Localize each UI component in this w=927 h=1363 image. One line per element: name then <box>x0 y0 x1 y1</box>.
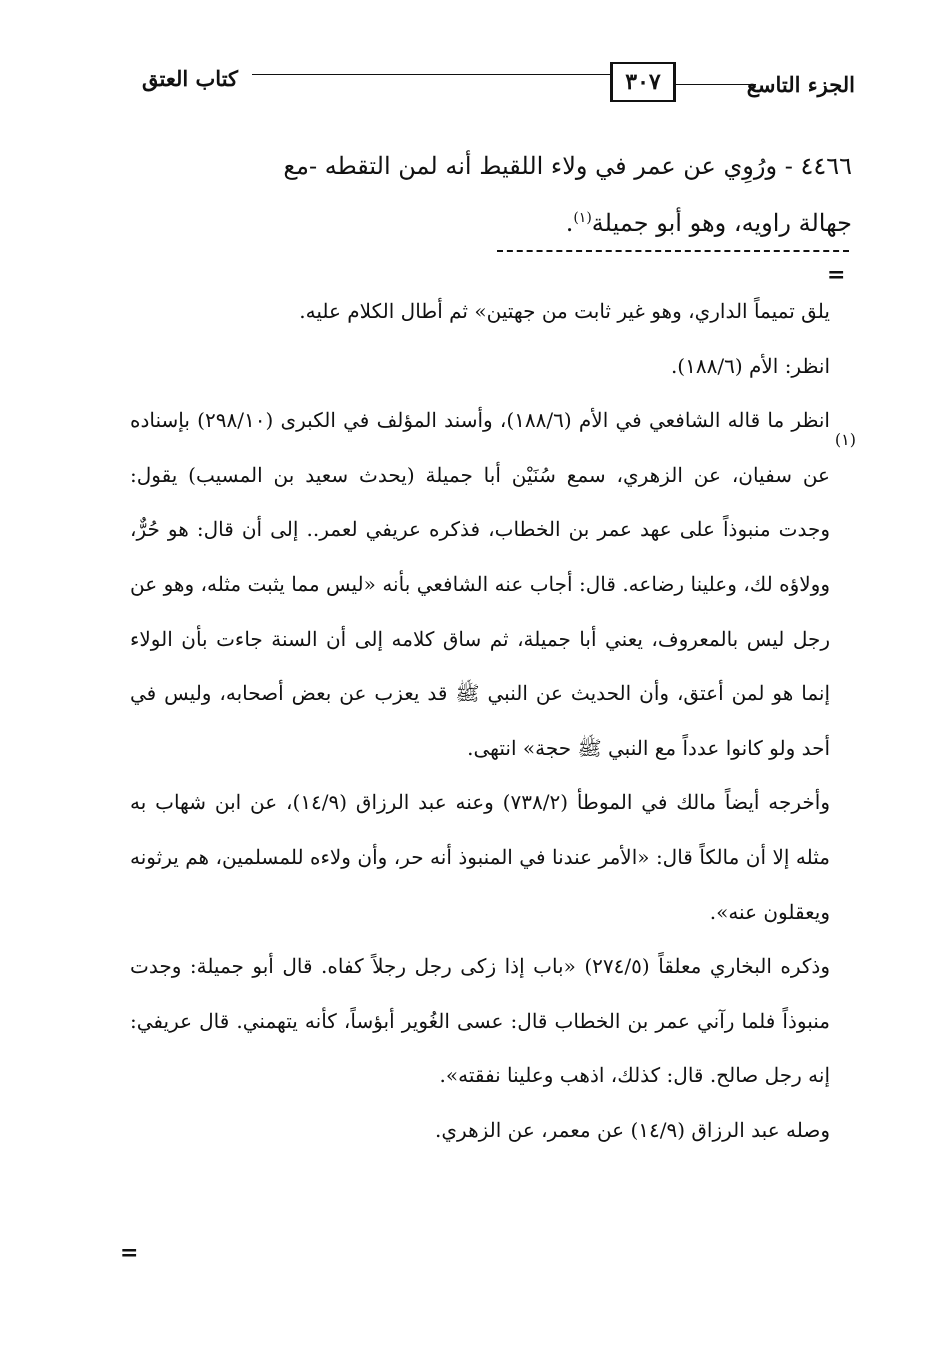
footnote-1-para-1 <box>130 393 856 775</box>
main-text-line1: - ورُوِي عن عمر في ولاء اللقيط أنه لمن التقطه -مع <box>283 152 793 180</box>
hadith-number: ٤٤٦٦ <box>800 152 852 180</box>
footnote-1-para-2: وأخرجه أيضاً مالك في الموطأ (٧٣٨/٢) وعنه عبد الرزاق (١٤/٩)، عن ابن شهاب به مثله إلا أن مالكاً قال: «الأمر عندنا في المنبوذ أنه حر، وأن ولاءه للمسلمين، هم يرثونه ويعقلون عنه». <box>130 790 830 924</box>
page-number-box <box>610 62 676 102</box>
footnote-1-marker: (١) <box>834 430 856 450</box>
header-rule-left <box>252 74 612 75</box>
footnote-continuation-1: يلق تميماً الداري، وهو غير ثابت من جهتين» ثم أطال الكلام عليه. <box>299 299 830 323</box>
footnote-continuation-2: انظر: الأم (١٨٨/٦). <box>670 353 830 378</box>
running-header <box>140 62 855 106</box>
footnote-1-text-1: انظر ما قاله الشافعي في الأم (١٨٨/٦)، وأسند المؤلف في الكبرى (٢٩٨/١٠) بإسناده عن سفيان، عن الزهري، سمع سُنَيْن أبا جميلة (يحدث سعيد بن المسيب) يقول: وجدت منبوذاً على عهد عمر بن الخطاب، فذكره عريفي لعمر.. إلى أن قال: هو حُرٌّ، وولاؤه لك، وعلينا رضاعه. قال: أجاب عنه الشافعي بأنه «ليس مما يثبت مثله، وهو عن رجل ليس بالمعروف، يعني أبا جميلة، ثم ساق كلامه إلى أن السنة جاءت بأن الولاء إنما هو لمن أعتق، وأن الحديث عن النبي ﷺ قد يعزب عن بعض أصحابه، وليس في أحد ولو كانوا عدداً مع النبي ﷺ حجة» انتهى. <box>130 408 830 760</box>
book-title: كتاب العتق <box>142 66 239 91</box>
main-line-1 <box>140 138 852 195</box>
footnote-ref: (١) <box>573 210 592 226</box>
continuation-mark-bottom: = <box>120 1240 139 1266</box>
part-label: الجزء التاسع <box>746 72 855 97</box>
page-number: ٣٠٧ <box>625 69 661 95</box>
main-line-2 <box>140 195 852 252</box>
header-rule-right <box>676 84 756 85</box>
main-text <box>140 138 852 252</box>
main-text-end: . <box>565 209 574 237</box>
footnote-divider <box>497 250 849 252</box>
continuation-mark-top: = <box>827 262 846 288</box>
footnote-1-para-3: وذكره البخاري معلقاً (٢٧٤/٥) «باب إذا زكى رجل رجلاً كفاه. قال أبو جميلة: وجدت منبوذاً فلما رآني عمر بن الخطاب قال: عسى الغُوير أبؤساً، كأنه يتهمني. قال عريفي: إنه رجل صالح. قال: كذلك، اذهب وعلينا نفقته». <box>130 954 831 1088</box>
footnote-1-para-4: وصله عبد الرزاق (١٤/٩) عن معمر، عن الزهري. <box>435 1117 830 1142</box>
footnotes <box>130 284 856 1158</box>
main-text-line2: جهالة راويه، وهو أبو جميلة <box>591 209 852 237</box>
